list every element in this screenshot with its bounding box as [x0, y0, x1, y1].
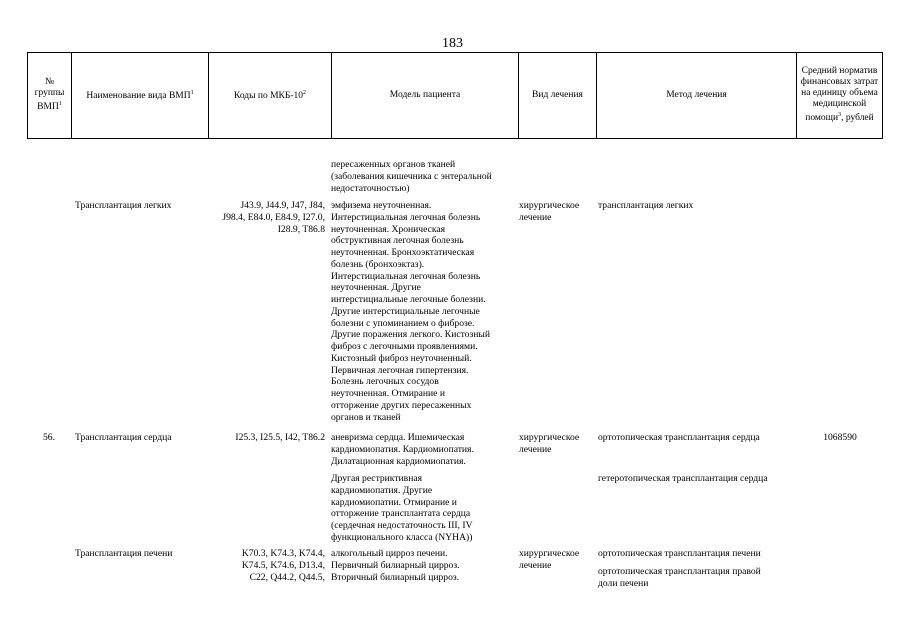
header-icd-codes: [209, 53, 332, 139]
lung-transplant-codes: J43.9, J44.9, J47, J84, J98.4, E84.0, E84.9, I27.0, I28.9, T86.8: [222, 200, 325, 235]
header-num-line1: №: [44, 77, 55, 88]
header-group-number: [28, 53, 72, 139]
header-patient-model: [332, 53, 519, 139]
header-num-line3: ВМП: [37, 102, 59, 113]
header-type-text: Вид лечения: [532, 90, 583, 100]
header-num-line2: группы: [34, 88, 65, 99]
footnote-mark: 1: [190, 90, 194, 97]
liver-transplant-model: алкогольный цирроз печени. Первичный билиарный цирроз. Вторичный билиарный цирроз.: [331, 548, 460, 583]
header-cost-unit: , рублей: [841, 113, 874, 124]
lung-transplant-model: эмфизема неуточненная. Интерстициальная легочная болезнь неуточненная. Хроническая обструктивная легочная болезнь неуточненная. Бронхоэктатическая болезнь (бронхоэктаз). Интерстициальная легочная болезнь неуточненная. Другие интерстициальные легочные болезни. Другие интерстициальные легочные болезни с упоминанием о фиброзе. Другие поражения легкого. Кистозный фиброз с легочными проявлениями. Кистозный фиброз неуточненный. Первичная легочная гипертензия. Болезнь легочных сосудов неуточненная. Отмирание и отторжение других пересаженных органов и тканей: [331, 200, 490, 423]
table-header: [27, 52, 883, 139]
liver-transplant-method-2: ортотопическая трансплантация правой доли печени: [598, 566, 761, 589]
header-model-text: Модель пациента: [389, 90, 461, 100]
header-treatment-method: [597, 53, 797, 139]
header-name-text: Наименование вида ВМП: [86, 91, 191, 102]
heart-transplant-number: 56.: [43, 432, 55, 443]
footnote-mark: 3: [838, 112, 842, 119]
heart-transplant-model-2: Другая рестриктивная кардиомиопатия. Другие кардиомиопатии. Отмирание и отторжение трансплантата сердца (сердечная недостаточность III, IV функционального класса (NYHA)): [331, 473, 473, 543]
header-method-text: Метод лечения: [666, 90, 727, 100]
footnote-mark: 1: [58, 101, 62, 108]
liver-transplant-codes: K70.3, K74.3, K74.4, K74.5, K74.6, D13.4, C22, Q44.2, Q44.5,: [241, 548, 325, 583]
header-cost-text: Средний норматив финансовых затрат на единицу объема медицинской помощи: [800, 66, 879, 124]
header-average-cost: [797, 53, 883, 139]
lung-transplant-type: хирургическое лечение: [519, 200, 580, 223]
heart-transplant-method: ортотопическая трансплантация сердца: [598, 432, 760, 443]
header-codes-text: Коды по МКБ-10: [233, 91, 304, 102]
header-vmp-name: [72, 53, 209, 139]
heart-transplant-method-2: гетеротопическая трансплантация сердца: [598, 473, 768, 484]
page-number: 183: [442, 36, 463, 51]
heart-transplant-model: аневризма сердца. Ишемическая кардиомиопатия. Кардиомиопатия. Дилатационная кардиомиопатия.: [331, 432, 474, 467]
footnote-mark: 2: [303, 90, 307, 97]
liver-transplant-type: хирургическое лечение: [519, 548, 580, 571]
liver-transplant-name: Трансплантация печени: [75, 548, 173, 559]
heart-transplant-codes: I25.3, I25.5, I42, T86.2: [235, 432, 325, 443]
heart-transplant-cost: 1068590: [823, 432, 857, 443]
lung-transplant-name: Трансплантация легких: [75, 200, 172, 211]
header-treatment-type: [519, 53, 597, 139]
heart-transplant-type: хирургическое лечение: [519, 432, 580, 455]
heart-transplant-name: Трансплантация сердца: [75, 432, 172, 443]
continued-patient-model: пересаженных органов тканей (заболевания кишечника с энтеральной недостаточностью): [331, 159, 492, 194]
lung-transplant-method: трансплантация легких: [598, 200, 694, 211]
liver-transplant-method: ортотопическая трансплантация печени: [598, 548, 761, 559]
